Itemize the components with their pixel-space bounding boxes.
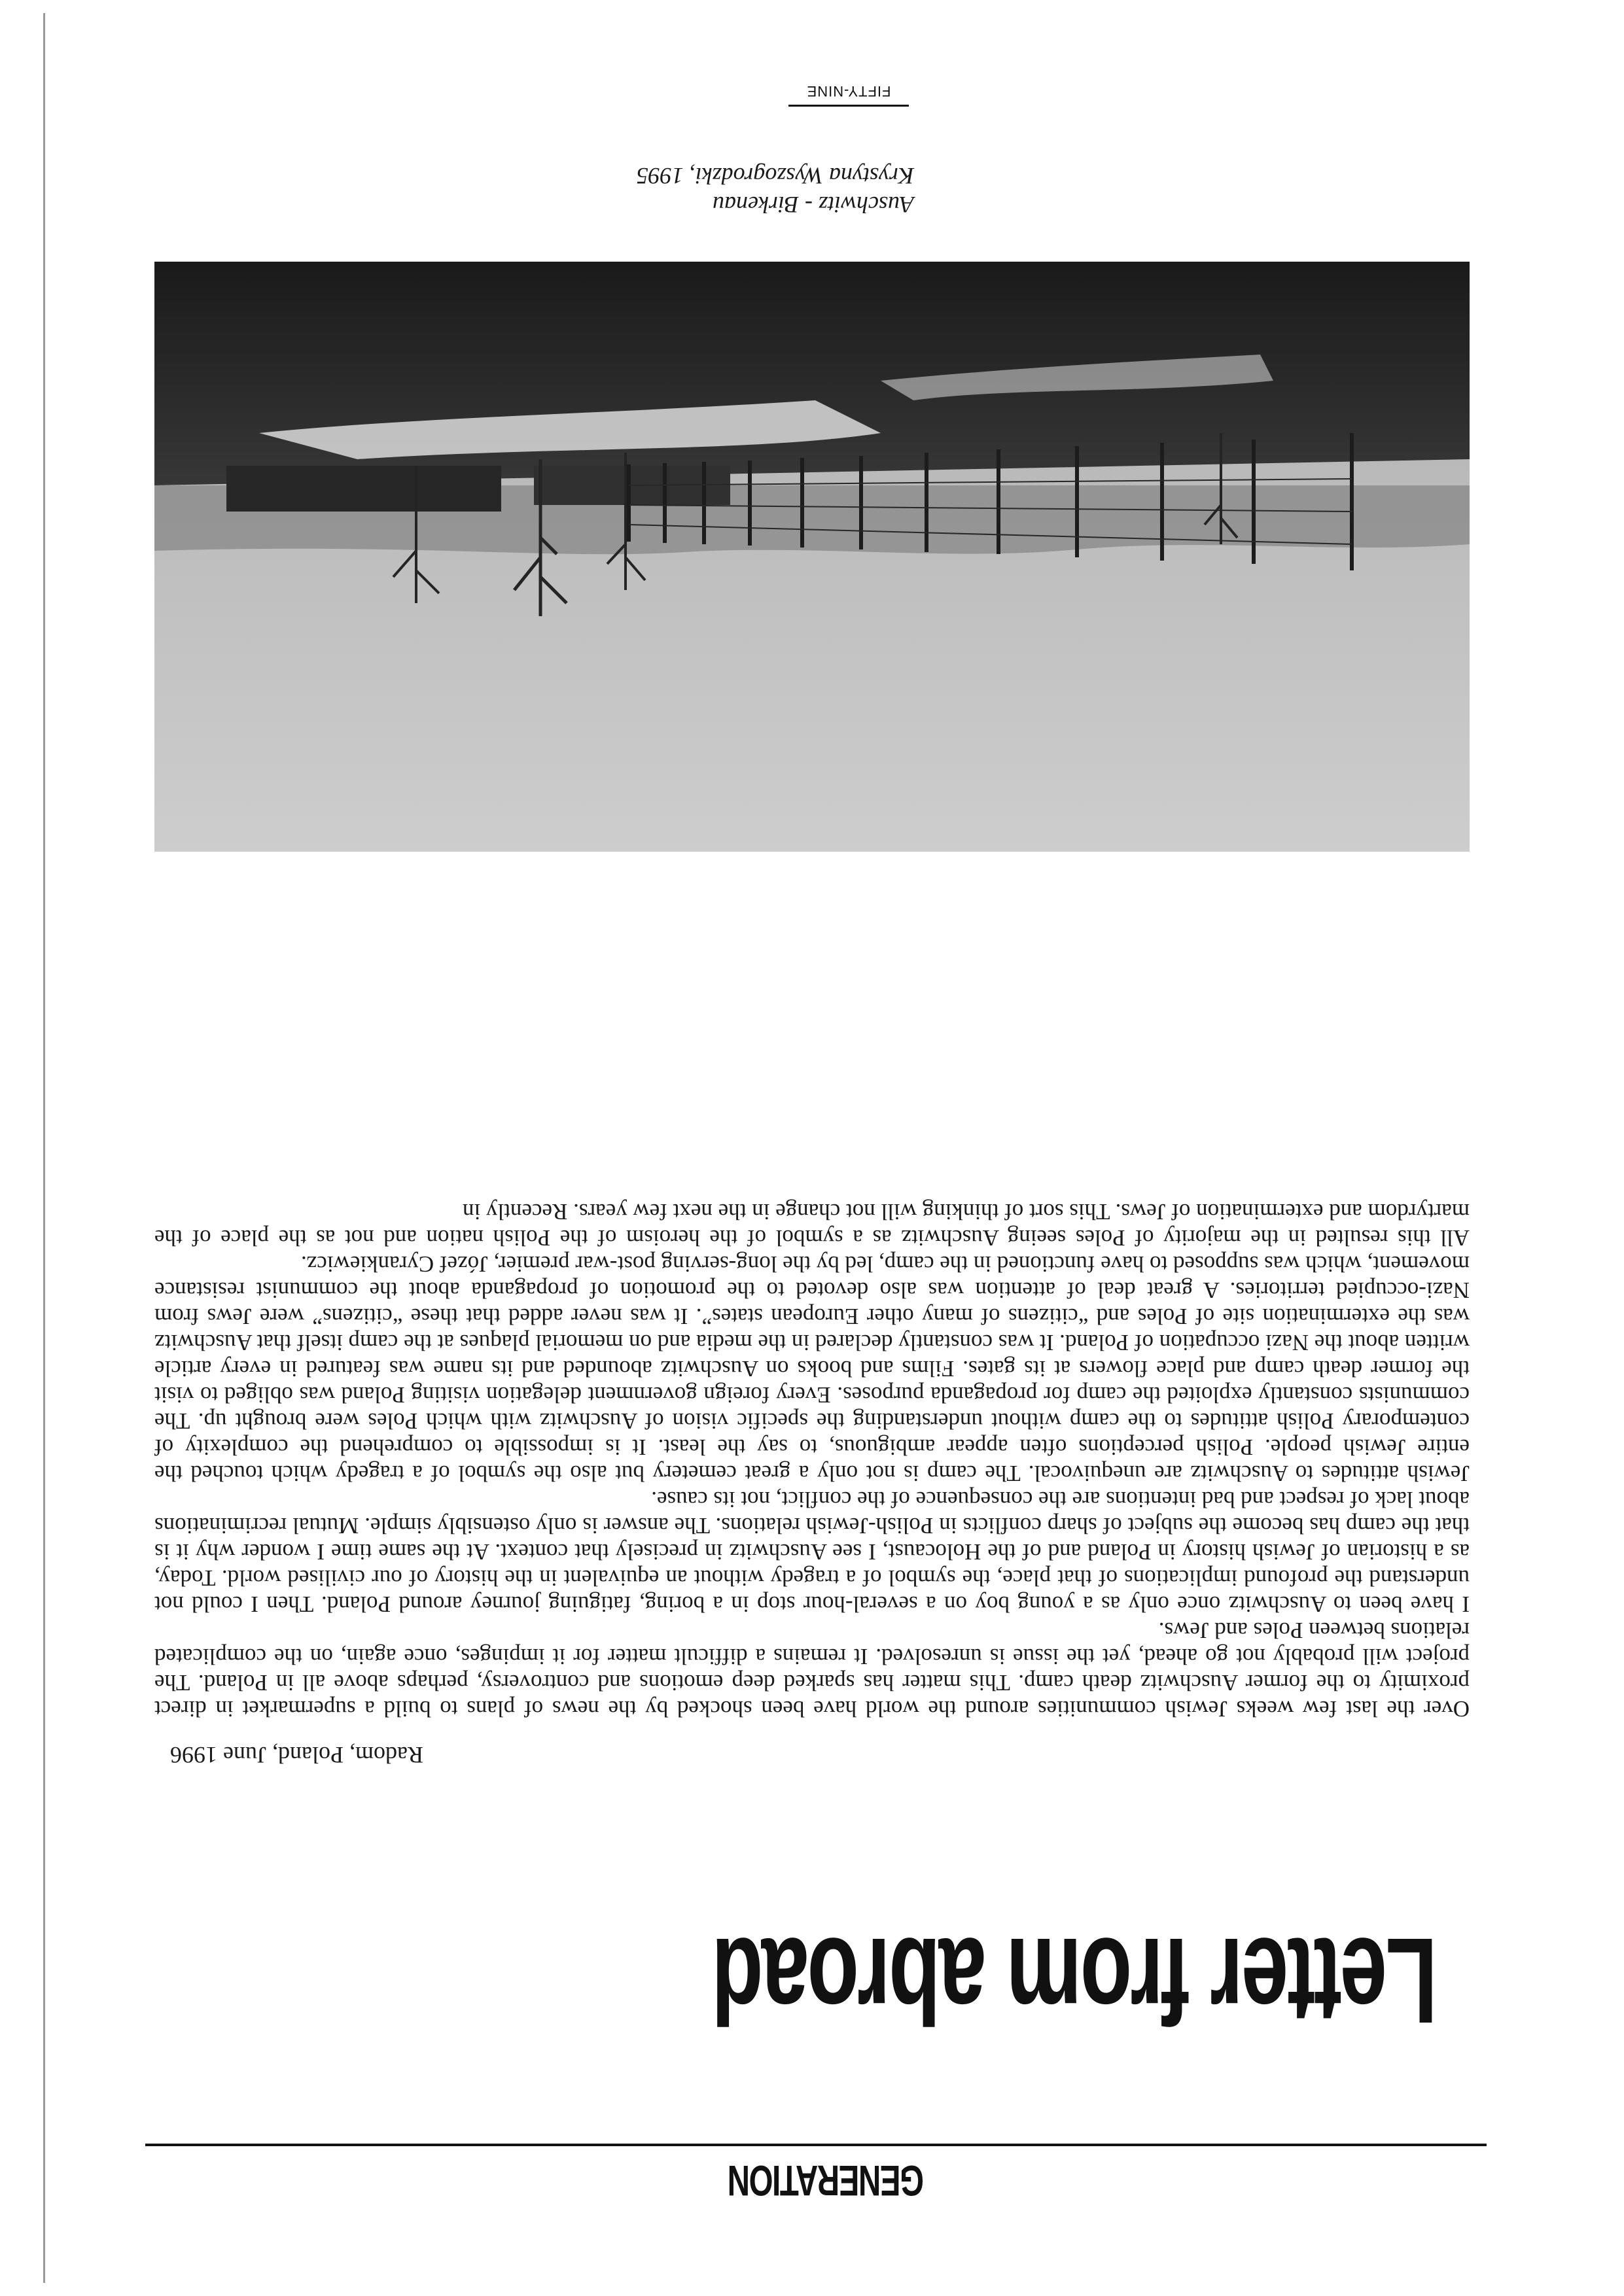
photo-image (154, 262, 1470, 852)
header-rule (145, 2144, 1487, 2146)
photo-caption-credit: Krystyna Wyszogrodzki, 1995 (636, 163, 914, 189)
page-number-rule (788, 105, 909, 107)
article-paragraph: Jewish attitudes to Auschwitz are unequivocal. The camp is not only a great cemetery but also the symbol of a tragedy which touched the entire Jewish people. Polish perceptions often appear ambiguous, to say the least. It is impossible to comprehend the complexity of contemporary Polish attitudes to the camp without understanding the specific vision of Auschwitz with which Poles were brought up. The communists constantly exploited the camp for propaganda purposes. Every foreign government delegation visiting Poland was obliged to visit the former death camp and place flowers at its gates. Films and books on Auschwitz abounded and its name was featured in every article written about the Nazi occupation of Poland. It was constantly declared in the media and on memorial plaques at the camp itself that Auschwitz was the extermination site of Poles and “citizens of many other European states”. It was never added that these “citizens” were Jews from Nazi-occupied territories. A great deal of attention was also devoted to the promotion of propaganda about the communist resistance movement, which was supposed to have functioned in the camp, led by the long-serving post-war premier, Józef Cyrankiewicz. (154, 1251, 1470, 1486)
article-paragraph: All this resulted in the majority of Poles seeing Auschwitz as a symbol of the heroism of the Polish nation and not as the place of the martyrdom and extermination of Jews. This sort of thinking will not change in the next few years. Recently in (154, 1199, 1470, 1251)
page-number: FIFTY-NINE (806, 83, 891, 99)
photo-caption-title: Auschwitz - Birkenau (713, 192, 914, 218)
photo-caption (587, 162, 914, 219)
photo-auschwitz-birkenau (154, 262, 1470, 852)
magazine-name: GENERATION (728, 2157, 924, 2205)
article-title: Letter from abroad (713, 1913, 1438, 2048)
article-dateline: Radom, Poland, June 1996 (170, 1742, 423, 1768)
article-paragraph: I have been to Auschwitz once only as a young boy on a several-hour stop in a boring, fatiguing journey around Poland. Then I could not understand the profound implications of that place, the symbol of a tragedy without an equivalent in the history of our civilised world. Today, as a historian of Jewish history in Poland and of the Holocaust, I see Auschwitz in precisely that context. At the same time I wonder why it is that the camp has become the subject of sharp conflicts in Polish-Jewish relations. The answer is only ostensibly simple. Mutual recriminations about lack of respect and bad intentions are the consequence of the conflict, not its cause. (154, 1487, 1470, 1617)
article-body (154, 1198, 1470, 1722)
article-paragraph: Over the last few weeks Jewish communities around the world have been shocked by the news of plans to build a supermarket in direct proximity to the former Auschwitz death camp. This matter has sparked deep emotions and controversy, perhaps above all in Poland. The project will probably not go ahead, yet the issue is unresolved. It remains a difficult matter for it impinges, once again, on the complicated relations between Poles and Jews. (154, 1618, 1470, 1722)
